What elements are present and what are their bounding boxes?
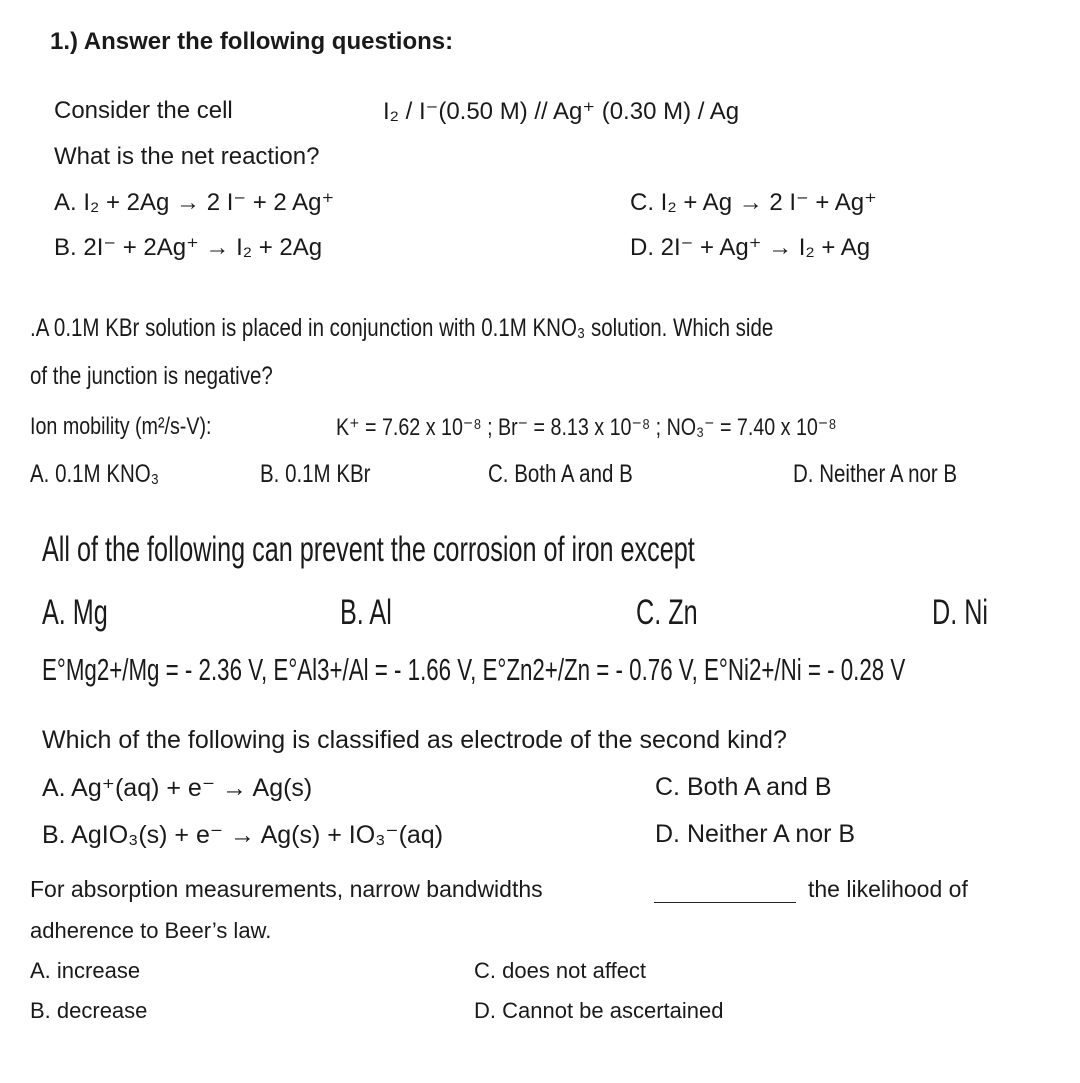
q5-option-b: B. decrease (30, 998, 148, 1023)
q3-question: All of the following can prevent the corrosion of iron except (42, 530, 695, 569)
q5-option-d: D. Cannot be ascertained (474, 998, 724, 1023)
q4-option-d: D. Neither A nor B (655, 820, 856, 848)
q4-option-c: C. Both A and B (655, 773, 832, 801)
q2-option-a: A. 0.1M KNO₃ (30, 460, 160, 488)
q1-option-b: B. 2I⁻ + 2Ag⁺ → I₂ + 2Ag (54, 234, 323, 261)
q5-question-line2: adherence to Beer’s law. (30, 918, 272, 943)
q1-question: What is the net reaction? (54, 143, 320, 170)
q2-mobility-label: Ion mobility (m²/s-V): (30, 413, 212, 440)
q2-question-line1: .A 0.1M KBr solution is placed in conjunction with 0.1M KNO₃ solution. Which side (30, 314, 774, 342)
q2-option-d: D. Neither A nor B (793, 460, 958, 488)
q3-standard-potentials: E°Mg2+/Mg = - 2.36 V, E°Al3+/Al = - 1.66 V, E°Zn2+/Zn = - 0.76 V, E°Ni2+/Ni = - 0.28 V (42, 652, 906, 687)
q1-option-a: A. I₂ + 2Ag → 2 I⁻ + 2 Ag⁺ (54, 189, 335, 216)
page-heading: 1.) Answer the following questions: (50, 28, 454, 55)
q5-question-part1: For absorption measurements, narrow bandwidths (30, 876, 543, 902)
q3-option-a: A. Mg (42, 593, 108, 632)
q1-option-c: C. I₂ + Ag → 2 I⁻ + Ag⁺ (630, 189, 877, 216)
q5-question-part2: the likelihood of (808, 876, 968, 902)
q3-option-b: B. Al (340, 593, 392, 632)
q4-option-b: B. AgIO₃(s) + e⁻ → Ag(s) + IO₃⁻(aq) (42, 821, 444, 849)
q1-option-d: D. 2I⁻ + Ag⁺ → I₂ + Ag (630, 234, 871, 261)
q5-answer-blank (654, 902, 796, 903)
q5-option-a: A. increase (30, 958, 141, 983)
q3-option-c: C. Zn (636, 593, 698, 632)
q4-option-a: A. Ag⁺(aq) + e⁻ → Ag(s) (42, 774, 313, 802)
q3-option-d: D. Ni (932, 593, 989, 632)
q2-question-line2: of the junction is negative? (30, 362, 273, 390)
q1-intro: Consider the cell (54, 97, 233, 124)
q4-question: Which of the following is classified as electrode of the second kind? (42, 726, 787, 754)
q2-option-b: B. 0.1M KBr (260, 460, 371, 488)
q2-option-c: C. Both A and B (488, 460, 633, 488)
q5-option-c: C. does not affect (474, 958, 647, 983)
q1-cell-notation: I₂ / I⁻(0.50 M) // Ag⁺ (0.30 M) / Ag (383, 98, 740, 125)
q2-mobility-values: K⁺ = 7.62 x 10⁻⁸ ; Br⁻ = 8.13 x 10⁻⁸ ; NO₃⁻ = 7.40 x 10⁻⁸ (336, 414, 837, 441)
